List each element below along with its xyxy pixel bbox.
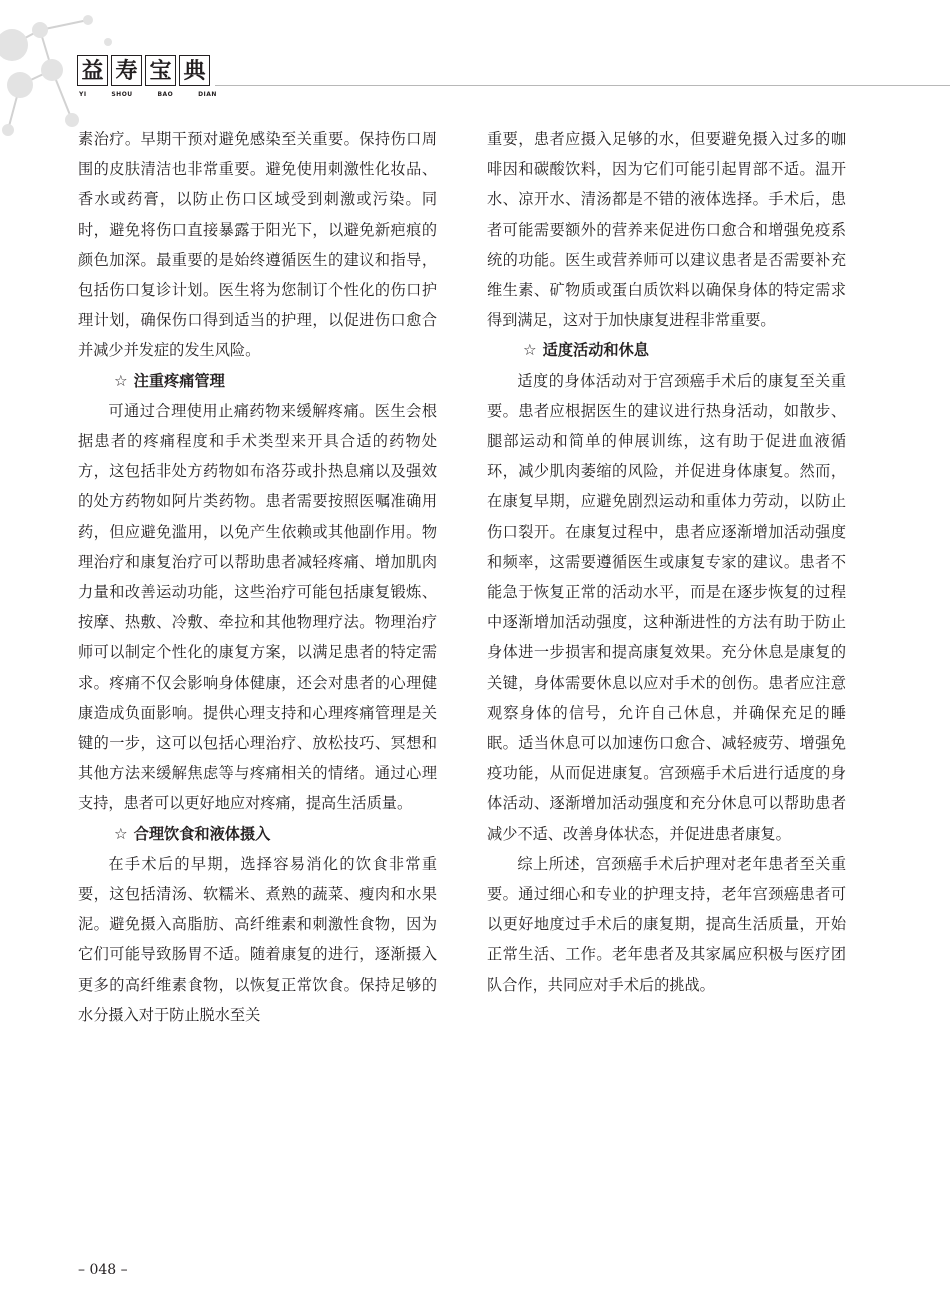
logo-char: 益 bbox=[77, 55, 108, 86]
header-rule bbox=[215, 85, 950, 86]
paragraph: 适度的身体活动对于宫颈癌手术后的康复至关重要。患者应根据医生的建议进行热身活动，如散步、腿部运动和简单的伸展训练，这有助于促进血液循环，减少肌肉萎缩的风险，并促进身体康复。然而，在康复早期，应避免剧烈运动和重体力劳动，以防止伤口裂开。在康复过程中，患者应逐渐增加活动强度和频率，这需要遵循医生或康复专家的建议。患者不能急于恢复正常的活动水平，而是在逐步恢复的过程中逐渐增加活动强度，这种渐进性的方法有助于防止身体进一步损害和提高康复效果。充分休息是康复的关键，身体需要休息以应对手术的创伤。患者应注意观察身体的信号，允许自己休息，并确保充足的睡眠。适当休息可以加速伤口愈合、减轻疲劳、增强免疫功能，从而促进康复。宫颈癌手术后进行适度的身体活动、逐渐增加活动强度和充分休息可以帮助患者减少不适、改善身体状态，并促进患者康复。 bbox=[487, 371, 846, 843]
pinyin-syllable: BAO bbox=[157, 91, 174, 98]
pinyin-syllable: SHOU bbox=[111, 91, 133, 98]
paragraph: 可通过合理使用止痛药物来缓解疼痛。医生会根据患者的疼痛程度和手术类型来开具合适的药物处方，这包括非处方药物如布洛芬或扑热息痛以及强效的处方药物如阿片类药物。患者需要按照医嘱准确用药，但应避免滥用，以免产生依赖或其他副作用。物理治疗和康复治疗可以帮助患者减轻疼痛、增加肌肉力量和改善运动功能，这些治疗可能包括康复锻炼、按摩、热敷、冷敷、牵拉和其他物理疗法。物理治疗师可以制定个性化的康复方案，以满足患者的特定需求。疼痛不仅会影响身体健康，还会对患者的心理健康造成负面影响。提供心理支持和心理疼痛管理是关键的一步，这可以包括心理治疗、放松技巧、冥想和其他方法来缓解焦虑等与疼痛相关的情绪。通过心理支持，患者可以更好地应对疼痛，提高生活质量。 bbox=[78, 401, 437, 813]
section-heading-text: 注重疼痛管理 bbox=[133, 371, 225, 390]
page-number: – 048 – bbox=[78, 1262, 128, 1278]
paragraph: 综上所述，宫颈癌手术后护理对老年患者至关重要。通过细心和专业的护理支持，老年宫颈癌患者可以更好地度过手术后的康复期，提高生活质量，开始正常生活、工作。老年患者及其家属应积极与医疗团队合作，共同应对手术后的挑战。 bbox=[487, 854, 846, 994]
paragraph: 在手术后的早期，选择容易消化的饮食非常重要，这包括清汤、软糯米、煮熟的蔬菜、瘦肉和水果泥。避免摄入高脂肪、高纤维素和刺激性食物，因为它们可能导致肠胃不适。随着康复的进行，逐渐摄入更多的高纤维素食物，以恢复正常饮食。保持足够的水分摄入对于防止脱水至关 bbox=[78, 854, 437, 1024]
section-heading-text: 适度活动和休息 bbox=[542, 341, 649, 360]
section-heading bbox=[78, 819, 437, 849]
paragraph: 重要，患者应摄入足够的水，但要避免摄入过多的咖啡因和碳酸饮料，因为它们可能引起胃部不适。温开水、凉开水、清汤都是不错的液体选择。手术后，患者可能需要额外的营养来促进伤口愈合和增强免疫系统的功能。医生或营养师可以建议患者是否需要补充维生素、矿物质或蛋白质饮料以确保身体的特定需求得到满足，这对于加快康复进程非常重要。 bbox=[487, 130, 846, 330]
star-icon: ☆ bbox=[523, 341, 537, 360]
left-column bbox=[78, 124, 437, 1030]
star-icon: ☆ bbox=[114, 371, 128, 390]
right-column bbox=[487, 124, 846, 1000]
logo-char: 寿 bbox=[111, 55, 142, 86]
paragraph: 素治疗。早期干预对避免感染至关重要。保持伤口周围的皮肤清洁也非常重要。避免使用刺激性化妆品、香水或药膏，以防止伤口区域受到刺激或污染。同时，避免将伤口直接暴露于阳光下，以避免新疤痕的颜色加深。最重要的是始终遵循医生的建议和指导，包括伤口复诊计划。医生将为您制订个性化的伤口护理计划，确保伤口得到适当的护理，以促进伤口愈合并减少并发症的发生风险。 bbox=[78, 130, 437, 360]
pinyin-syllable: DIAN bbox=[198, 91, 217, 98]
section-heading bbox=[487, 335, 846, 365]
logo-char: 典 bbox=[179, 55, 210, 86]
logo-char: 宝 bbox=[145, 55, 176, 86]
magazine-logo bbox=[77, 55, 210, 86]
section-heading bbox=[78, 366, 437, 396]
section-heading-text: 合理饮食和液体摄入 bbox=[133, 824, 271, 843]
pinyin-syllable: YI bbox=[79, 91, 87, 98]
star-icon: ☆ bbox=[114, 824, 128, 843]
logo-pinyin bbox=[79, 91, 217, 98]
